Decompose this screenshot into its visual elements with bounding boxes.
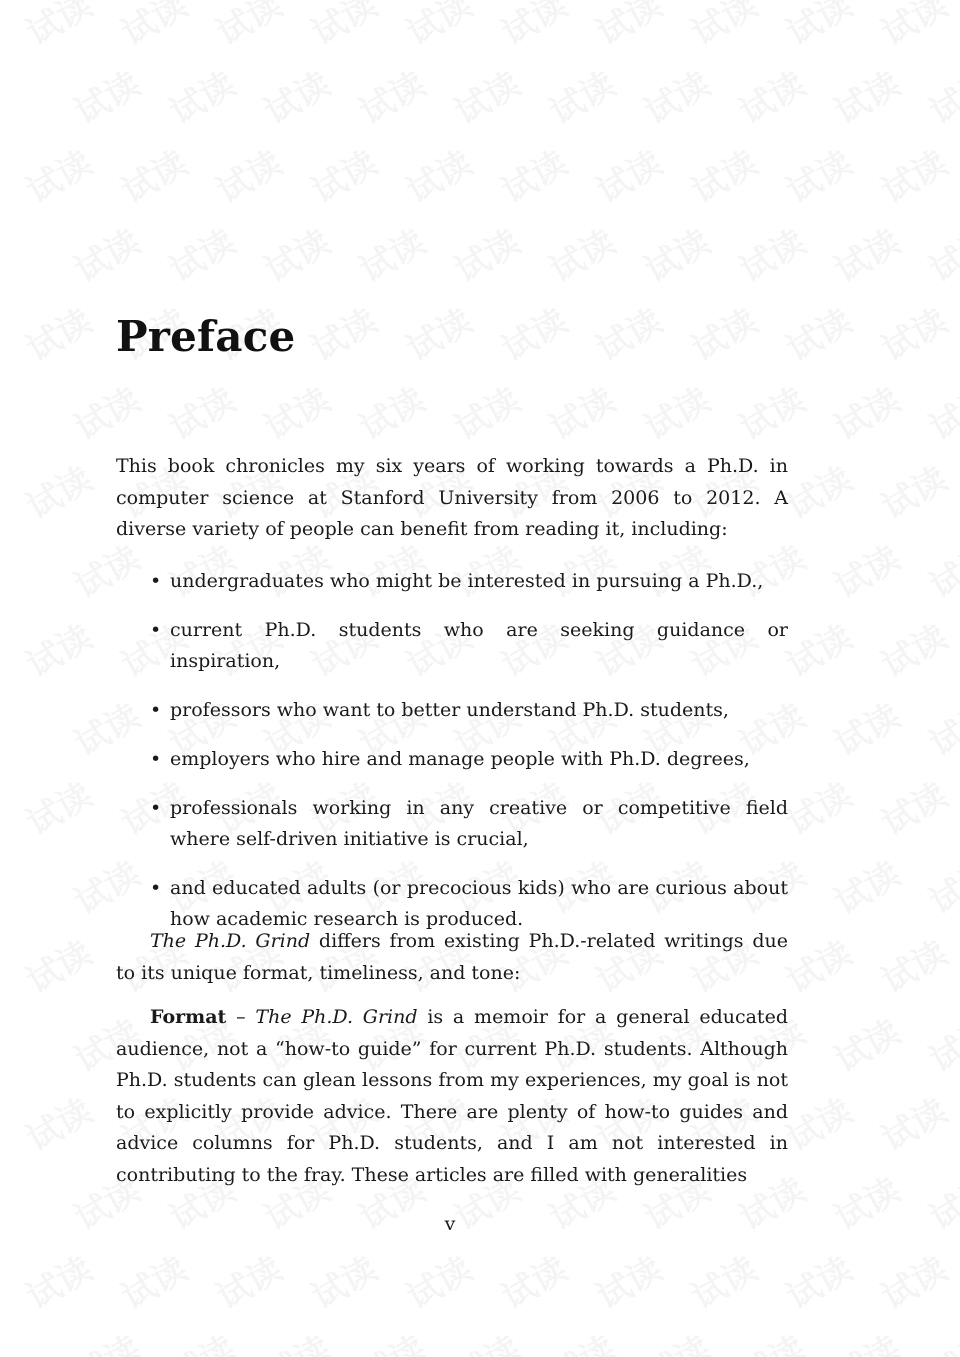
watermark-mark [871,452,954,528]
watermark-mark [444,57,527,133]
watermark-mark [871,768,954,844]
watermark-mark [729,57,812,133]
list-item-text: undergraduates who might be interested in pursuing a Ph.D., [170,570,764,592]
watermark-mark [349,373,432,449]
watermark-mark [919,1321,960,1357]
watermark-mark [491,294,574,370]
watermark-mark [16,136,99,212]
watermark-mark [111,1242,194,1318]
watermark-mark [16,1242,99,1318]
watermark-mark [16,1084,99,1160]
watermark-mark [871,610,954,686]
watermark-mark [776,926,859,1002]
bullet-icon: • [150,876,162,899]
watermark-mark [159,215,242,291]
watermark-mark [396,136,479,212]
watermark-mark [16,294,99,370]
watermark-mark [919,1163,960,1239]
watermark-mark [16,926,99,1002]
page-number: v [444,1213,456,1235]
watermark-mark [634,215,717,291]
watermark-mark [919,847,960,923]
bullet-icon: • [150,618,162,641]
bullet-icon: • [150,747,162,770]
watermark-mark [301,0,384,55]
watermark-mark [824,215,907,291]
watermark-mark [871,926,954,1002]
watermark-mark [349,215,432,291]
watermark-mark [16,610,99,686]
watermark-mark [776,136,859,212]
watermark-mark [919,689,960,765]
watermark-mark [871,1084,954,1160]
list-item-text: employers who hire and manage people with Ph.D. degrees, [170,747,750,770]
book-title: The Ph.D. Grind [255,1006,418,1028]
watermark-mark [444,1321,527,1357]
watermark-mark [301,1242,384,1318]
list-item [150,566,788,598]
watermark-mark [871,294,954,370]
watermark-mark [871,0,954,55]
chapter-title: Preface [116,312,296,361]
watermark-mark [776,0,859,55]
watermark-mark [539,57,622,133]
watermark-mark [64,373,147,449]
list-item-text: and educated adults (or precocious kids) who are curious about how academic research is produced. [170,876,788,931]
watermark-mark [206,0,289,55]
watermark-mark [586,1242,669,1318]
watermark-mark [776,768,859,844]
watermark-mark [681,294,764,370]
list-item [150,695,788,727]
watermark-mark [539,373,622,449]
watermark-mark [919,531,960,607]
watermark-mark [206,1242,289,1318]
watermark-mark [491,136,574,212]
watermark-mark [776,1242,859,1318]
watermark-mark [111,0,194,55]
format-intro-paragraph [116,926,788,989]
watermark-mark [634,1321,717,1357]
watermark-mark [634,57,717,133]
format-paragraph [116,1002,788,1191]
watermark-mark [824,847,907,923]
watermark-mark [919,215,960,291]
watermark-mark [349,57,432,133]
list-item [150,744,788,776]
watermark-mark [64,847,147,923]
watermark-mark [681,1242,764,1318]
watermark-mark [111,136,194,212]
watermark-mark [159,373,242,449]
watermark-mark [16,0,99,55]
watermark-mark [871,1242,954,1318]
watermark-mark [586,0,669,55]
list-item-text: professors who want to better understand Ph.D. students, [170,699,729,722]
book-title: The Ph.D. Grind [150,930,311,952]
watermark-mark [301,294,384,370]
watermark-mark [824,57,907,133]
list-item [150,793,788,856]
watermark-mark [919,373,960,449]
watermark-mark [824,689,907,765]
watermark-mark [729,373,812,449]
watermark-mark [254,1321,337,1357]
watermark-mark [871,136,954,212]
watermark-mark [254,373,337,449]
watermark-mark [824,1005,907,1081]
list-item [150,615,788,678]
watermark-mark [491,0,574,55]
watermark-mark [681,136,764,212]
watermark-mark [681,0,764,55]
watermark-mark [776,294,859,370]
paragraph-text: is a memoir for a general educated audience, not a “how-to guide” for current Ph.D. students. Although Ph.D. students can glean lessons from my experiences, my goal is not to explicitly provide advice. There are plenty of how-to guides and advice columns for Ph.D. students, and I am not interested in contributing to the fray. These articles are filled with generalities [116,1006,788,1186]
watermark-mark [586,294,669,370]
watermark-mark [349,1321,432,1357]
audience-list [150,566,788,953]
watermark-mark [396,294,479,370]
watermark-mark [64,689,147,765]
watermark-mark [776,610,859,686]
bullet-icon: • [150,570,162,592]
watermark-mark [396,0,479,55]
watermark-mark [254,57,337,133]
watermark-mark [254,215,337,291]
watermark-mark [491,1242,574,1318]
watermark-mark [444,215,527,291]
bullet-icon: • [150,796,162,819]
watermark-mark [159,1321,242,1357]
watermark-mark [919,57,960,133]
watermark-mark [586,136,669,212]
watermark-mark [776,452,859,528]
watermark-mark [64,215,147,291]
list-item-text: professionals working in any creative or competitive field where self-driven initiative is crucial, [170,796,788,851]
watermark-mark [919,1005,960,1081]
bullet-icon: • [150,699,162,722]
watermark-mark [64,1321,147,1357]
paragraph-text: differs from existing Ph.D.-related writings due to its unique format, timeliness, and tone: [116,930,788,984]
watermark-mark [301,136,384,212]
watermark-mark [159,57,242,133]
watermark-mark [824,373,907,449]
watermark-mark [824,531,907,607]
watermark-mark [444,373,527,449]
term-heading: Format [150,1006,227,1028]
watermark-mark [16,452,99,528]
watermark-mark [206,136,289,212]
watermark-mark [16,768,99,844]
watermark-mark [776,1084,859,1160]
watermark-mark [396,1242,479,1318]
watermark-mark [824,1321,907,1357]
watermark-mark [539,215,622,291]
watermark-mark [539,1321,622,1357]
watermark-mark [64,57,147,133]
watermark-mark [729,1321,812,1357]
list-item-text: current Ph.D. students who are seeking guidance or inspiration, [170,618,788,673]
intro-paragraph: This book chronicles my six years of working towards a Ph.D. in computer science at Stanford University from 2006 to 2012. A diverse variety of people can benefit from reading it, including: [116,455,788,540]
watermark-mark [634,373,717,449]
dash: – [226,1006,256,1028]
watermark-mark [729,215,812,291]
